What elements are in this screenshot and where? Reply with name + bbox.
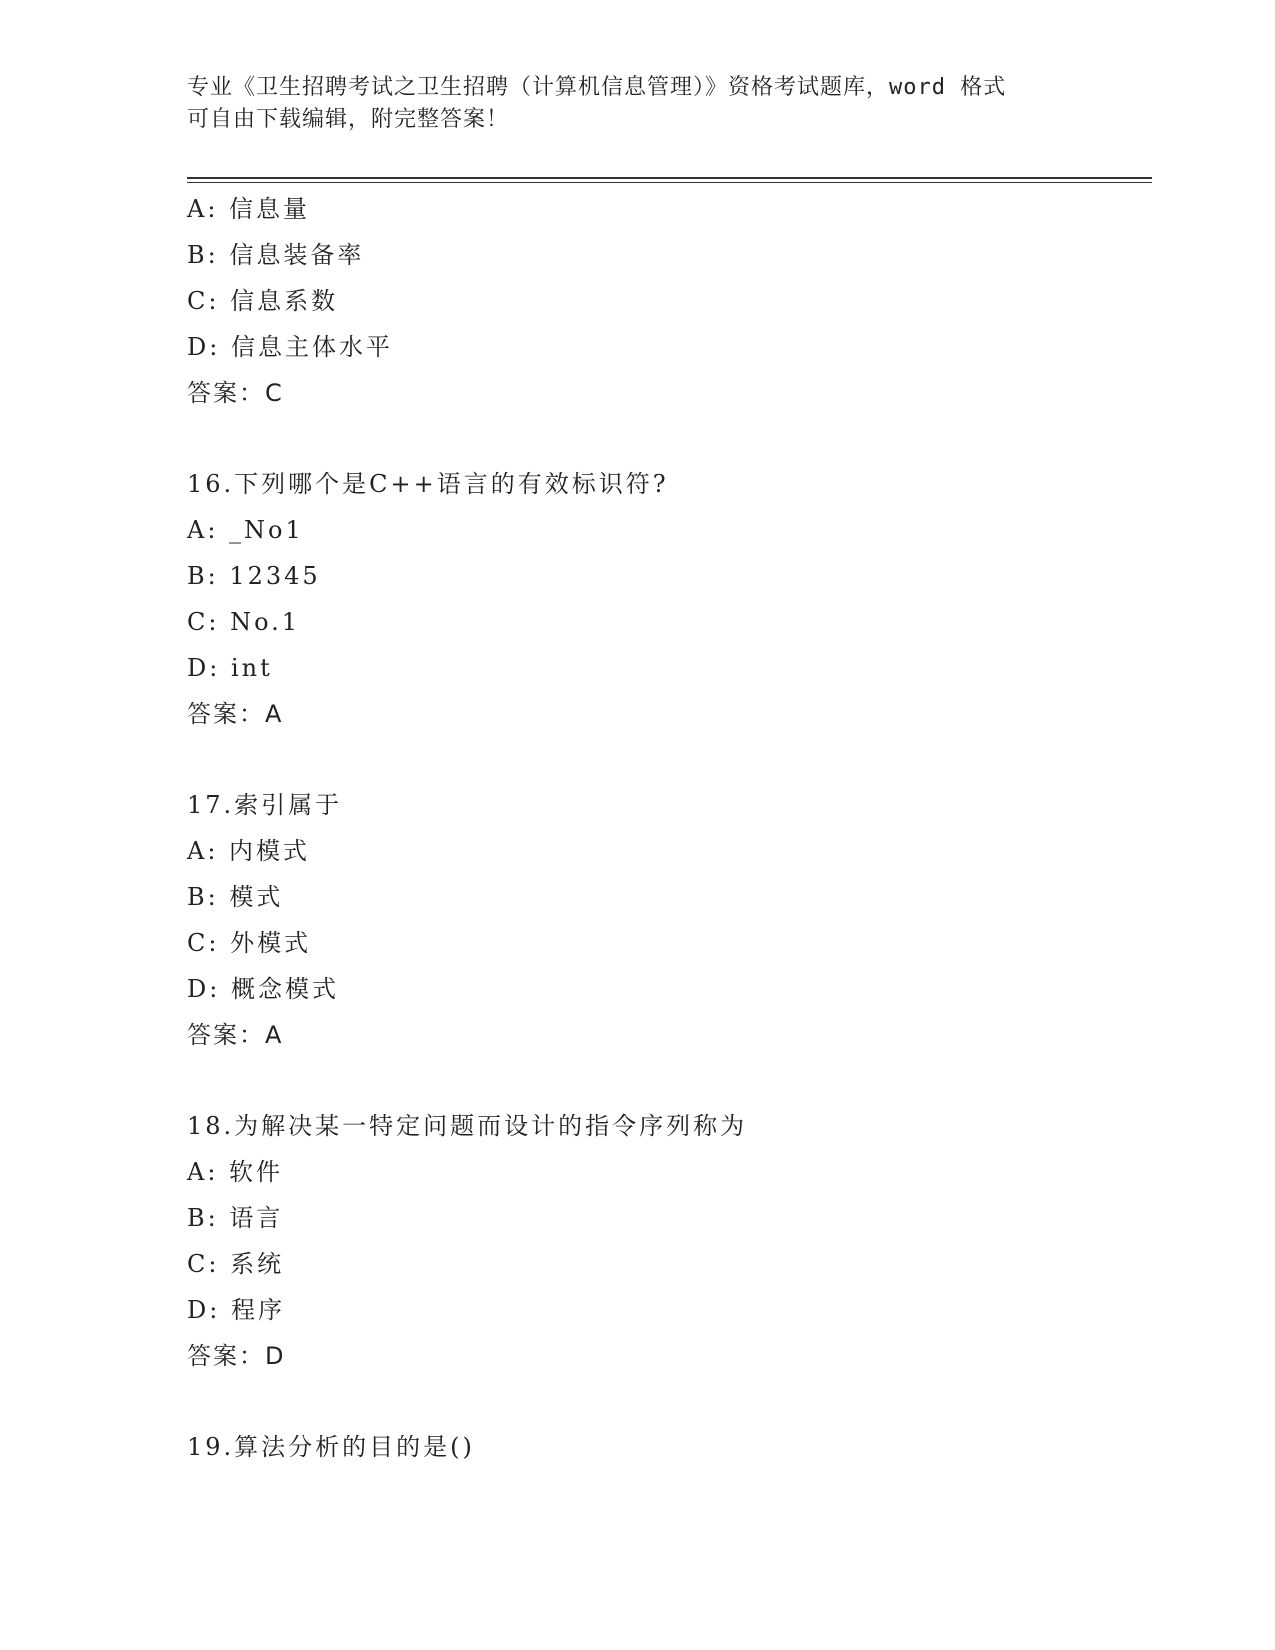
header-rule-thin xyxy=(187,182,1152,183)
header-line-1: 专业《卫生招聘考试之卫生招聘（计算机信息管理）》资格考试题库，word 格式 xyxy=(187,75,1007,100)
option-d: D: int xyxy=(187,654,273,682)
question-16 xyxy=(187,461,1147,737)
question-19 xyxy=(187,1424,1147,1470)
document-header xyxy=(187,72,1067,136)
question-list xyxy=(187,186,1147,1470)
question-17 xyxy=(187,782,1147,1058)
option-c: C: No.1 xyxy=(187,608,301,636)
header-rule-thick xyxy=(187,177,1152,179)
question-18 xyxy=(187,1103,1147,1379)
answer-line: 答案：C xyxy=(187,379,284,407)
option-a: A: 信息量 xyxy=(187,195,311,223)
option-a: A: 内模式 xyxy=(187,837,311,865)
option-c: C: 外模式 xyxy=(187,929,312,957)
option-c: C: 系统 xyxy=(187,1250,285,1278)
question-text: 19.算法分析的目的是() xyxy=(187,1433,475,1461)
option-a: A: 软件 xyxy=(187,1158,284,1186)
question-text: 17.索引属于 xyxy=(187,791,343,819)
option-d: D: 信息主体水平 xyxy=(187,333,393,361)
option-b: B: 12345 xyxy=(187,562,321,590)
answer-line: 答案：D xyxy=(187,1342,286,1370)
question-text: 18.为解决某一特定问题而设计的指令序列称为 xyxy=(187,1112,748,1140)
option-b: B: 语言 xyxy=(187,1204,284,1232)
option-d: D: 程序 xyxy=(187,1296,285,1324)
question-15 xyxy=(187,186,1147,416)
header-line-2: 可自由下载编辑，附完整答案！ xyxy=(187,107,510,132)
question-text: 16.下列哪个是C++语言的有效标识符? xyxy=(187,470,669,498)
answer-line: 答案：A xyxy=(187,700,284,728)
option-b: B: 模式 xyxy=(187,883,284,911)
option-b: B: 信息装备率 xyxy=(187,241,365,269)
answer-line: 答案：A xyxy=(187,1021,284,1049)
option-a: A: _No1 xyxy=(187,516,304,544)
option-d: D: 概念模式 xyxy=(187,975,339,1003)
option-c: C: 信息系数 xyxy=(187,287,339,315)
